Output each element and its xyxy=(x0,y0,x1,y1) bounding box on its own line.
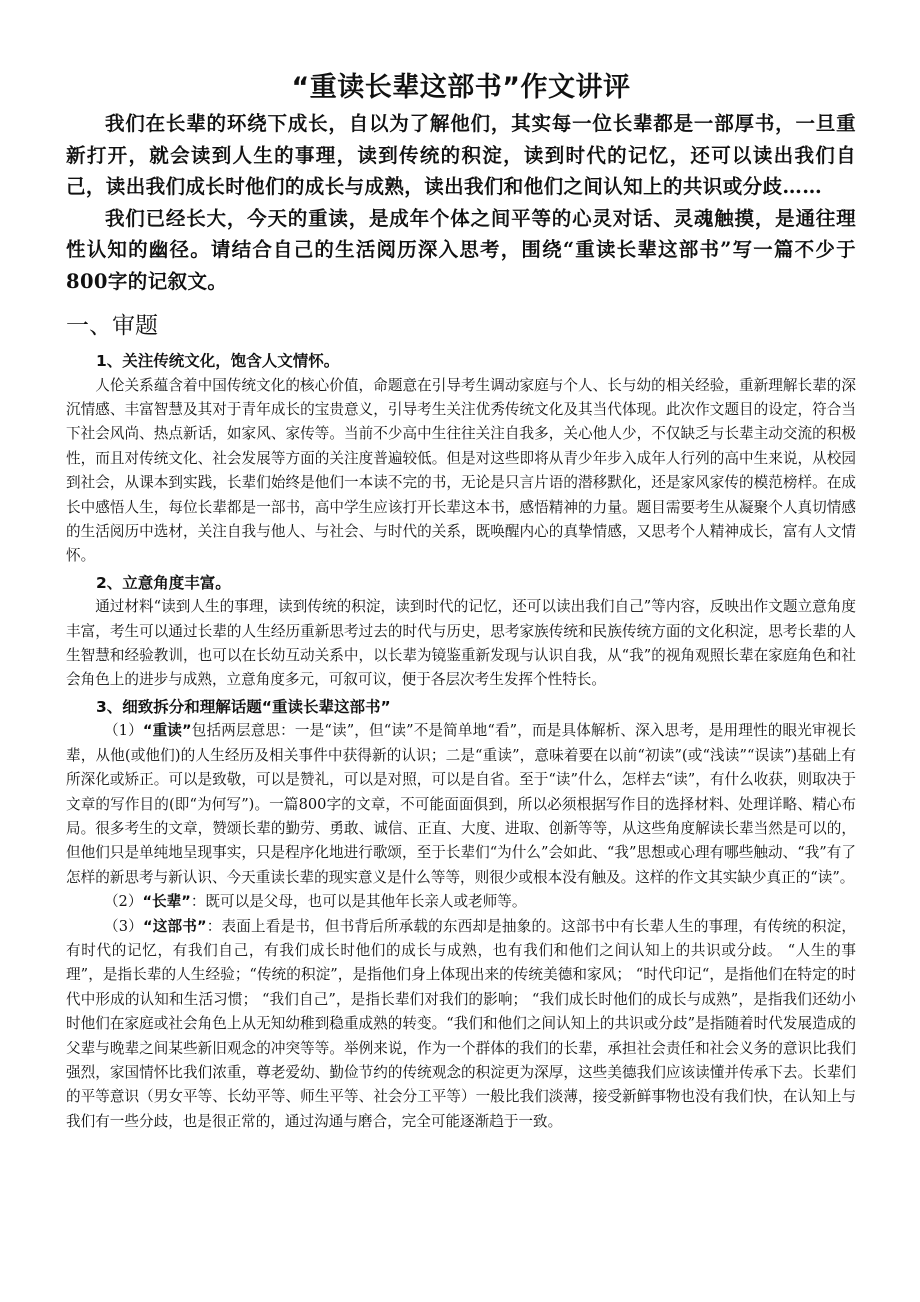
subpoint-term: “长辈” xyxy=(142,893,191,911)
subpoint-number: （3） xyxy=(103,917,143,935)
point-heading-2: 2、立意角度丰富。 xyxy=(96,573,231,592)
subpoint-number: （1） xyxy=(103,722,143,740)
prompt-paragraph-2: 我们已经长大，今天的重读，是成年个体之间平等的心灵对话、灵魂触摸，是通往理性认知的幽径。请结合自己的生活阅历深入思考，围绕“重读长辈这部书”写一篇不少于800字的记叙文。 xyxy=(66,206,856,293)
subpoint-2 xyxy=(66,890,856,914)
section-heading: 一、审题 xyxy=(66,313,158,339)
point-body-2: 通过材料“读到人生的事理，读到传统的积淀，读到时代的记忆，还可以读出我们自己”等内容，反映出作文题立意角度丰富，考生可以通过长辈的人生经历重新思考过去的时代与历史，思考家族传统和民族传统方面的文化积淀，思考长辈的人生智慧和经验教训，也可以在长幼互动关系中，以长辈为镜鉴重新发现与认识自我，从“我”的视角观照长辈在家庭角色和社会角色上的进步与成熟，立意角度多元，可叙可议，便于各层次考生发挥个性特长。 xyxy=(66,598,856,689)
subpoint-body: ：表面上看是书，但书背后所承载的东西却是抽象的。这部书中有长辈人生的事理，有传统的积淀，有时代的记忆，有我们自己，有我们成长时他们的成长与成熟，也有我们和他们之间认知上的共识或分歧。 “人生的事理”，是指长辈的人生经验；“传统的积淀”，是指他们身上体现出来的传统美德和家风； “时代印记“，是指他们在特定的时代中形成的认知和生活习惯； “我们自己”，是指长辈们对我们的影响； “我们成长时他们的成长与成熟”，是指我们还幼小时他们在家庭或社会角色上从无知幼稚到稳重成熟的转变。“我们和他们之间认知上的共识或分歧”是指随着时代发展造成的父辈与晚辈之间某些新旧观念的冲突等等。举例来说，作为一个群体的我们的长辈，承担社会责任和社会义务的意识比我们强烈，家国情怀比我们浓重，尊老爱幼、勤俭节约的传统观念的积淀更为深厚，这些美德我们应该读懂并传承下去。长辈们的平等意识（男女平等、长幼平等、师生平等、社会分工平等）一般比我们淡薄，接受新鲜事物也没有我们快，在认知上与我们有一些分歧，也是很正常的，通过沟通与磨合，完全可能逐渐趋于一致。 xyxy=(66,917,857,1130)
subpoint-term: “这部书” xyxy=(142,917,207,935)
subpoint-body: ：既可以是父母，也可以是其他年长亲人或老师等。 xyxy=(190,893,527,911)
point-heading-3: 3、细致拆分和理解话题“重读长辈这部书” xyxy=(96,697,391,716)
subpoint-number: （2） xyxy=(103,893,143,911)
subpoint-term: “重读” xyxy=(142,722,192,740)
document-title: “重读长辈这部书”作文讲评 xyxy=(291,72,631,103)
point-heading-1: 1、关注传统文化，饱含人文情怀。 xyxy=(96,352,340,370)
subpoint-body: 包括两层意思：一是“读”，但“读”不是简单地“看”，而是具体解析、深入思考，是用理性的眼光审视长辈，从他(或他们)的人生经历及相关事件中获得新的认识；二是“重读”，意味着要在以前“初读”(或“浅读”“误读”)基础上有所深化或矫正。可以是致敬，可以是赞礼，可以是对照，可以是自省。至于“读”什么，怎样去“读”，有什么收获，则取决于文章的写作目的(即“为何写”)。一篇800字的文章，不可能面面俱到，所以必须根据写作目的选择材料、处理详略、精心布局。很多考生的文章，赞颂长辈的勤劳、勇敢、诚信、正直、大度、进取、创新等等，从这些角度解读长辈当然是可以的，但他们只是单纯地呈现事实，只是程序化地进行歌颂，至于长辈们“为什么”会如此、“我”思想或心理有哪些触动、“我”有了怎样的新思考与新认识、今天重读长辈的现实意义是什么等等，则很少或根本没有触及。这样的作文其实缺少真正的“读”。 xyxy=(66,722,856,886)
prompt-paragraph-1: 我们在长辈的环绕下成长，自以为了解他们，其实每一位长辈都是一部厚书，一旦重新打开，就会读到人生的事理，读到传统的积淀，读到时代的记忆，还可以读出我们自己，读出我们成长时他们的成长与成熟，读出我们和他们之间认知上的共识或分歧…… xyxy=(66,112,856,198)
document-page xyxy=(66,68,856,1134)
subpoint-3 xyxy=(66,915,856,1135)
point-body-1: 人伦关系蕴含着中国传统文化的核心价值，命题意在引导考生调动家庭与个人、长与幼的相关经验，重新理解长辈的深沉情感、丰富智慧及其对于青年成长的宝贵意义，引导考生关注优秀传统文化及其当代体现。此次作文题目的设定，符合当下社会风尚、热点新话，如家风、家传等。当前不少高中生往往关注自我多，关心他人少，不仅缺乏与长辈主动交流的积极性，而且对传统文化、社会发展等方面的关注度普遍较低。但是对这些即将从青少年步入成年人行列的高中生来说，从校园到社会，从课本到实践，长辈们始终是他们一本读不完的书，无论是只言片语的潜移默化，还是家风家传的模范榜样。在成长中感悟人生，每位长辈都是一部书，高中学生应该打开长辈这本书，感悟精神的力量。题目需要考生从凝聚个人真切情感的生活阅历中选材，关注自我与他人、与社会、与时代的关系，既唤醒内心的真挚情感，又思考个人精神成长，富有人文情怀。 xyxy=(66,376,856,565)
subpoint-1 xyxy=(66,719,856,890)
